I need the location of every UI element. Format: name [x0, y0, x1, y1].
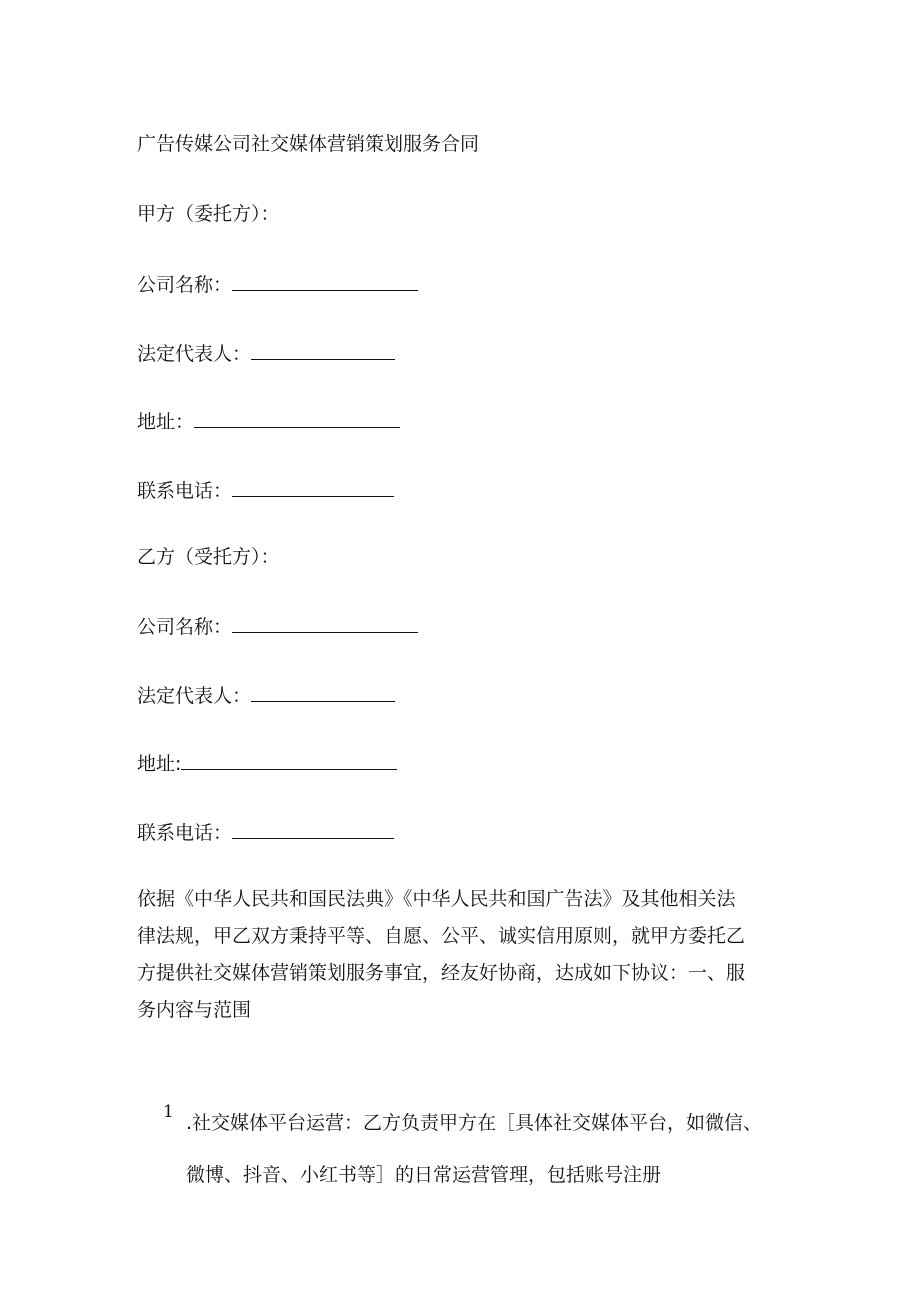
party-a-rep-label: 法定代表人：: [137, 343, 252, 365]
party-b-rep-label: 法定代表人：: [137, 685, 252, 707]
party-a-phone-label: 联系电话：: [137, 480, 233, 502]
party-a-company-blank[interactable]: [232, 271, 418, 291]
item-1-body: [186, 1097, 796, 1201]
party-a-rep-row: [137, 340, 395, 366]
party-b-address-row: [137, 750, 397, 776]
party-a-address-label: 地址：: [137, 411, 195, 433]
party-b-rep-row: [137, 682, 395, 708]
item-1-line: 微博、抖音、小红书等］的日常运营管理，包括账号注册: [186, 1164, 662, 1186]
party-b-phone-blank[interactable]: [232, 819, 394, 839]
document-title: 广告传媒公司社交媒体营销策划服务合同: [137, 133, 480, 155]
party-b-company-row: [137, 613, 418, 639]
intro-paragraph: [137, 881, 787, 1029]
party-b-address-blank[interactable]: [181, 750, 397, 770]
party-a-address-row: [137, 408, 400, 434]
party-a-phone-blank[interactable]: [232, 477, 394, 497]
intro-line: 律法规，甲乙双方秉持平等、自愿、公平、诚实信用原则，就甲方委托乙: [137, 925, 746, 947]
party-b-rep-blank[interactable]: [251, 682, 395, 702]
party-b-phone-row: [137, 819, 394, 845]
party-b-company-blank[interactable]: [232, 613, 418, 633]
party-a-company-row: [137, 271, 418, 297]
party-b-heading: 乙方（受托方）：: [137, 546, 280, 568]
party-a-phone-row: [137, 477, 394, 503]
party-b-company-label: 公司名称：: [137, 616, 233, 638]
party-a-heading: 甲方（委托方）：: [137, 203, 280, 225]
party-b-phone-label: 联系电话：: [137, 822, 233, 844]
intro-line: 方提供社交媒体营销策划服务事宜，经友好协商，达成如下协议：一、服: [137, 962, 746, 984]
intro-line: 务内容与范围: [137, 999, 252, 1021]
intro-line: 依据《中华人民共和国民法典》《中华人民共和国广告法》及其他相关法: [137, 888, 736, 910]
party-a-address-blank[interactable]: [194, 408, 400, 428]
party-a-company-label: 公司名称：: [137, 274, 233, 296]
item-1-line: .社交媒体平台运营：乙方负责甲方在［具体社交媒体平台，如微信、: [186, 1112, 763, 1134]
party-b-address-label: 地址:: [137, 753, 182, 775]
party-a-rep-blank[interactable]: [251, 340, 395, 360]
item-1-number: 1: [163, 1102, 174, 1122]
